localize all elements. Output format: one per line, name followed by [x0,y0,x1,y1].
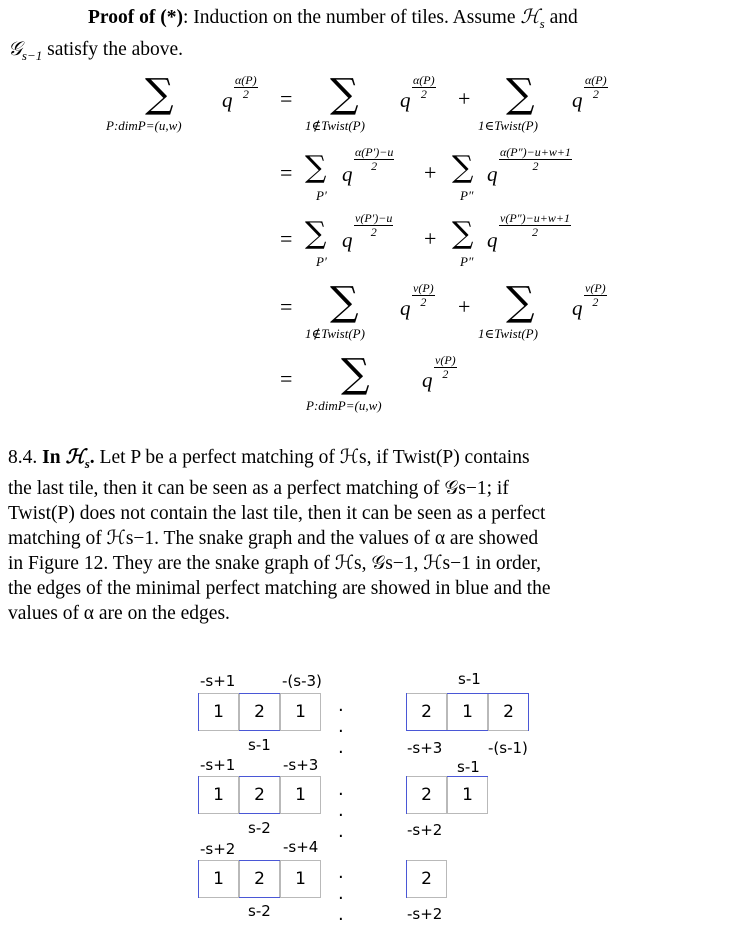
edge-label: s-1 [458,670,481,688]
sum-subscript: P:dimP=(u,w) [106,118,182,133]
plus-sign: + [424,226,437,251]
tile: 1 [447,776,488,814]
equals-sign: = [280,294,293,319]
sum-symbol: ∑ [305,216,327,251]
body-line: values of α are on the edges. [8,602,230,624]
intro-and: and [544,7,578,28]
exponent: $\frac{\alpha(P)}{2}$ [235,73,257,101]
sum-subscript: P′ [316,188,327,203]
edge-label: -s+4 [283,838,319,856]
tile: 2 [239,860,280,898]
body-line: the last tile, then it can be seen as a perfect matching of 𝒢s−1; if [8,477,509,499]
edge-label: -(s-3) [282,672,322,690]
blue-edge [447,776,488,777]
plus-sign: + [424,160,437,185]
sum-subscript: 1∉Twist(P) [305,326,365,341]
blue-edge [239,897,280,898]
exponent: $\frac{\alpha(P')-u}{2}$ [355,145,394,173]
blue-edge [406,693,407,731]
sum-subscript: 1∈Twist(P) [478,326,538,341]
sum-subscript: 1∉Twist(P) [305,118,365,133]
blue-edge [198,860,199,898]
q-base: q [342,162,353,186]
sum-symbol: ∑ [145,71,174,117]
section-title-symbol: ℋ [65,445,85,468]
tile: 2 [488,693,529,731]
sum-subscript: P:dimP=(u,w) [306,398,382,413]
tile: 1 [280,693,321,731]
exponent: $\frac{v(P)}{2}$ [435,353,456,381]
plus-sign: + [458,294,471,319]
edge-label: -s+1 [200,756,236,774]
q-base: q [222,88,233,112]
blue-edge [239,730,280,731]
q-base: q [400,88,411,112]
intro-text-2: satisfy the above. [42,38,184,60]
blue-edge [198,776,199,814]
edge-label: -s+3 [407,739,443,757]
section-title-sub: s [84,455,90,471]
q-base: q [572,88,583,112]
ellipsis: · · · [338,867,351,930]
edge-label: s-1 [248,736,271,754]
blue-edge [528,693,529,731]
symbol-G-sub: s−1 [21,47,43,63]
q-base: q [572,296,583,320]
sum-symbol: ∑ [305,150,327,185]
q-base: q [487,162,498,186]
exponent: $\frac{\alpha(P'')-u+w+1}{2}$ [500,145,571,173]
edge-label: -s+1 [200,672,236,690]
edge-label: -s+2 [407,905,443,923]
sum-symbol: ∑ [330,279,359,325]
exponent: $\frac{v(P'')-u+w+1}{2}$ [500,211,570,239]
proof-intro [8,4,725,68]
symbol-H: ℋ [520,5,540,28]
q-base: q [400,296,411,320]
ellipsis: · · · [338,784,351,847]
section-8-4: 8.4. In ℋ$_s$. Let P be a perfect matching of ℋs, if Twist(P) contains the last tile, then it can be seen as a perfect matching of 𝒢s−1; if Twist(P) does not contain the last tile, then it can be seen as a perfect matching of ℋs−1. The snake graph and the values of α are showed in Figure 12. They are the snake graph of ℋs, 𝒢s−1, ℋs−1 in order, the edges of the minimal perfect matching are showed in blue and the values of α are on the edges. [8,444,725,626]
edge-label: -s+2 [407,821,443,839]
section-title: In [42,447,61,468]
ellipsis: · · · [338,700,351,763]
blue-edge [447,693,529,694]
blue-edge [239,860,280,861]
edge-label: -s+3 [283,756,319,774]
sum-subscript: 1∈Twist(P) [478,118,538,133]
sum-symbol: ∑ [330,71,359,117]
q-base: q [422,368,433,392]
equals-sign: = [280,160,293,185]
sum-symbol: ∑ [506,279,535,325]
sum-symbol: ∑ [506,71,535,117]
tile: 1 [198,860,239,898]
exponent: $\frac{\alpha(P)}{2}$ [413,73,435,101]
edge-label: s-2 [248,902,271,920]
edge-label: -(s-1) [488,739,528,757]
body-line: the edges of the minimal perfect matching are showed in blue and the [8,577,551,599]
tile: 2 [406,693,447,731]
sum-symbol: ∑ [452,150,474,185]
equals-sign: = [280,86,293,111]
edge-label: s-1 [457,758,480,776]
blue-edge [406,860,407,898]
sum-subscript: P″ [460,188,474,203]
edge-label: -s+2 [200,840,236,858]
tile: 1 [198,693,239,731]
body-line: in Figure 12. They are the snake graph of ℋs, 𝒢s−1, ℋs−1 in order, [8,552,542,574]
q-base: q [487,228,498,252]
sum-subscript: P″ [460,254,474,269]
exponent: $\frac{v(P)}{2}$ [413,281,434,309]
exponent: $\frac{v(P)}{2}$ [585,281,606,309]
equals-sign: = [280,366,293,391]
intro-text-1: : Induction on the number of tiles. Assume [182,7,521,28]
sum-symbol: ∑ [452,216,474,251]
exponent: $\frac{\alpha(P)}{2}$ [585,73,607,101]
symbol-H-sub: s [539,15,545,31]
tile: 1 [280,776,321,814]
tile: 2 [239,776,280,814]
tile: 1 [198,776,239,814]
tile: 1 [447,693,488,731]
proof-label: Proof of (*) [88,7,183,28]
body-line: matching of ℋs−1. The snake graph and the values of α are showed [8,527,539,549]
section-number: 8.4. [8,447,38,468]
symbol-G: 𝒢 [8,36,22,60]
blue-edge [406,776,407,814]
blue-edge [239,693,280,694]
blue-edge [239,776,280,777]
plus-sign: + [458,86,471,111]
tile: 2 [406,776,447,814]
tile: 1 [280,860,321,898]
body-line: Twist(P) does not contain the last tile, then it can be seen as a perfect [8,502,546,524]
tile: 2 [239,693,280,731]
blue-edge [406,730,488,731]
tile: 2 [406,860,447,898]
body-line: Let P be a perfect matching of ℋs, if Twist(P) contains [99,447,530,468]
equals-sign: = [280,226,293,251]
sum-subscript: P′ [316,254,327,269]
sum-symbol: ∑ [341,351,370,397]
blue-edge [198,693,199,731]
q-base: q [342,228,353,252]
edge-label: s-2 [248,819,271,837]
exponent: $\frac{v(P')-u}{2}$ [355,211,393,239]
blue-edge [239,813,280,814]
